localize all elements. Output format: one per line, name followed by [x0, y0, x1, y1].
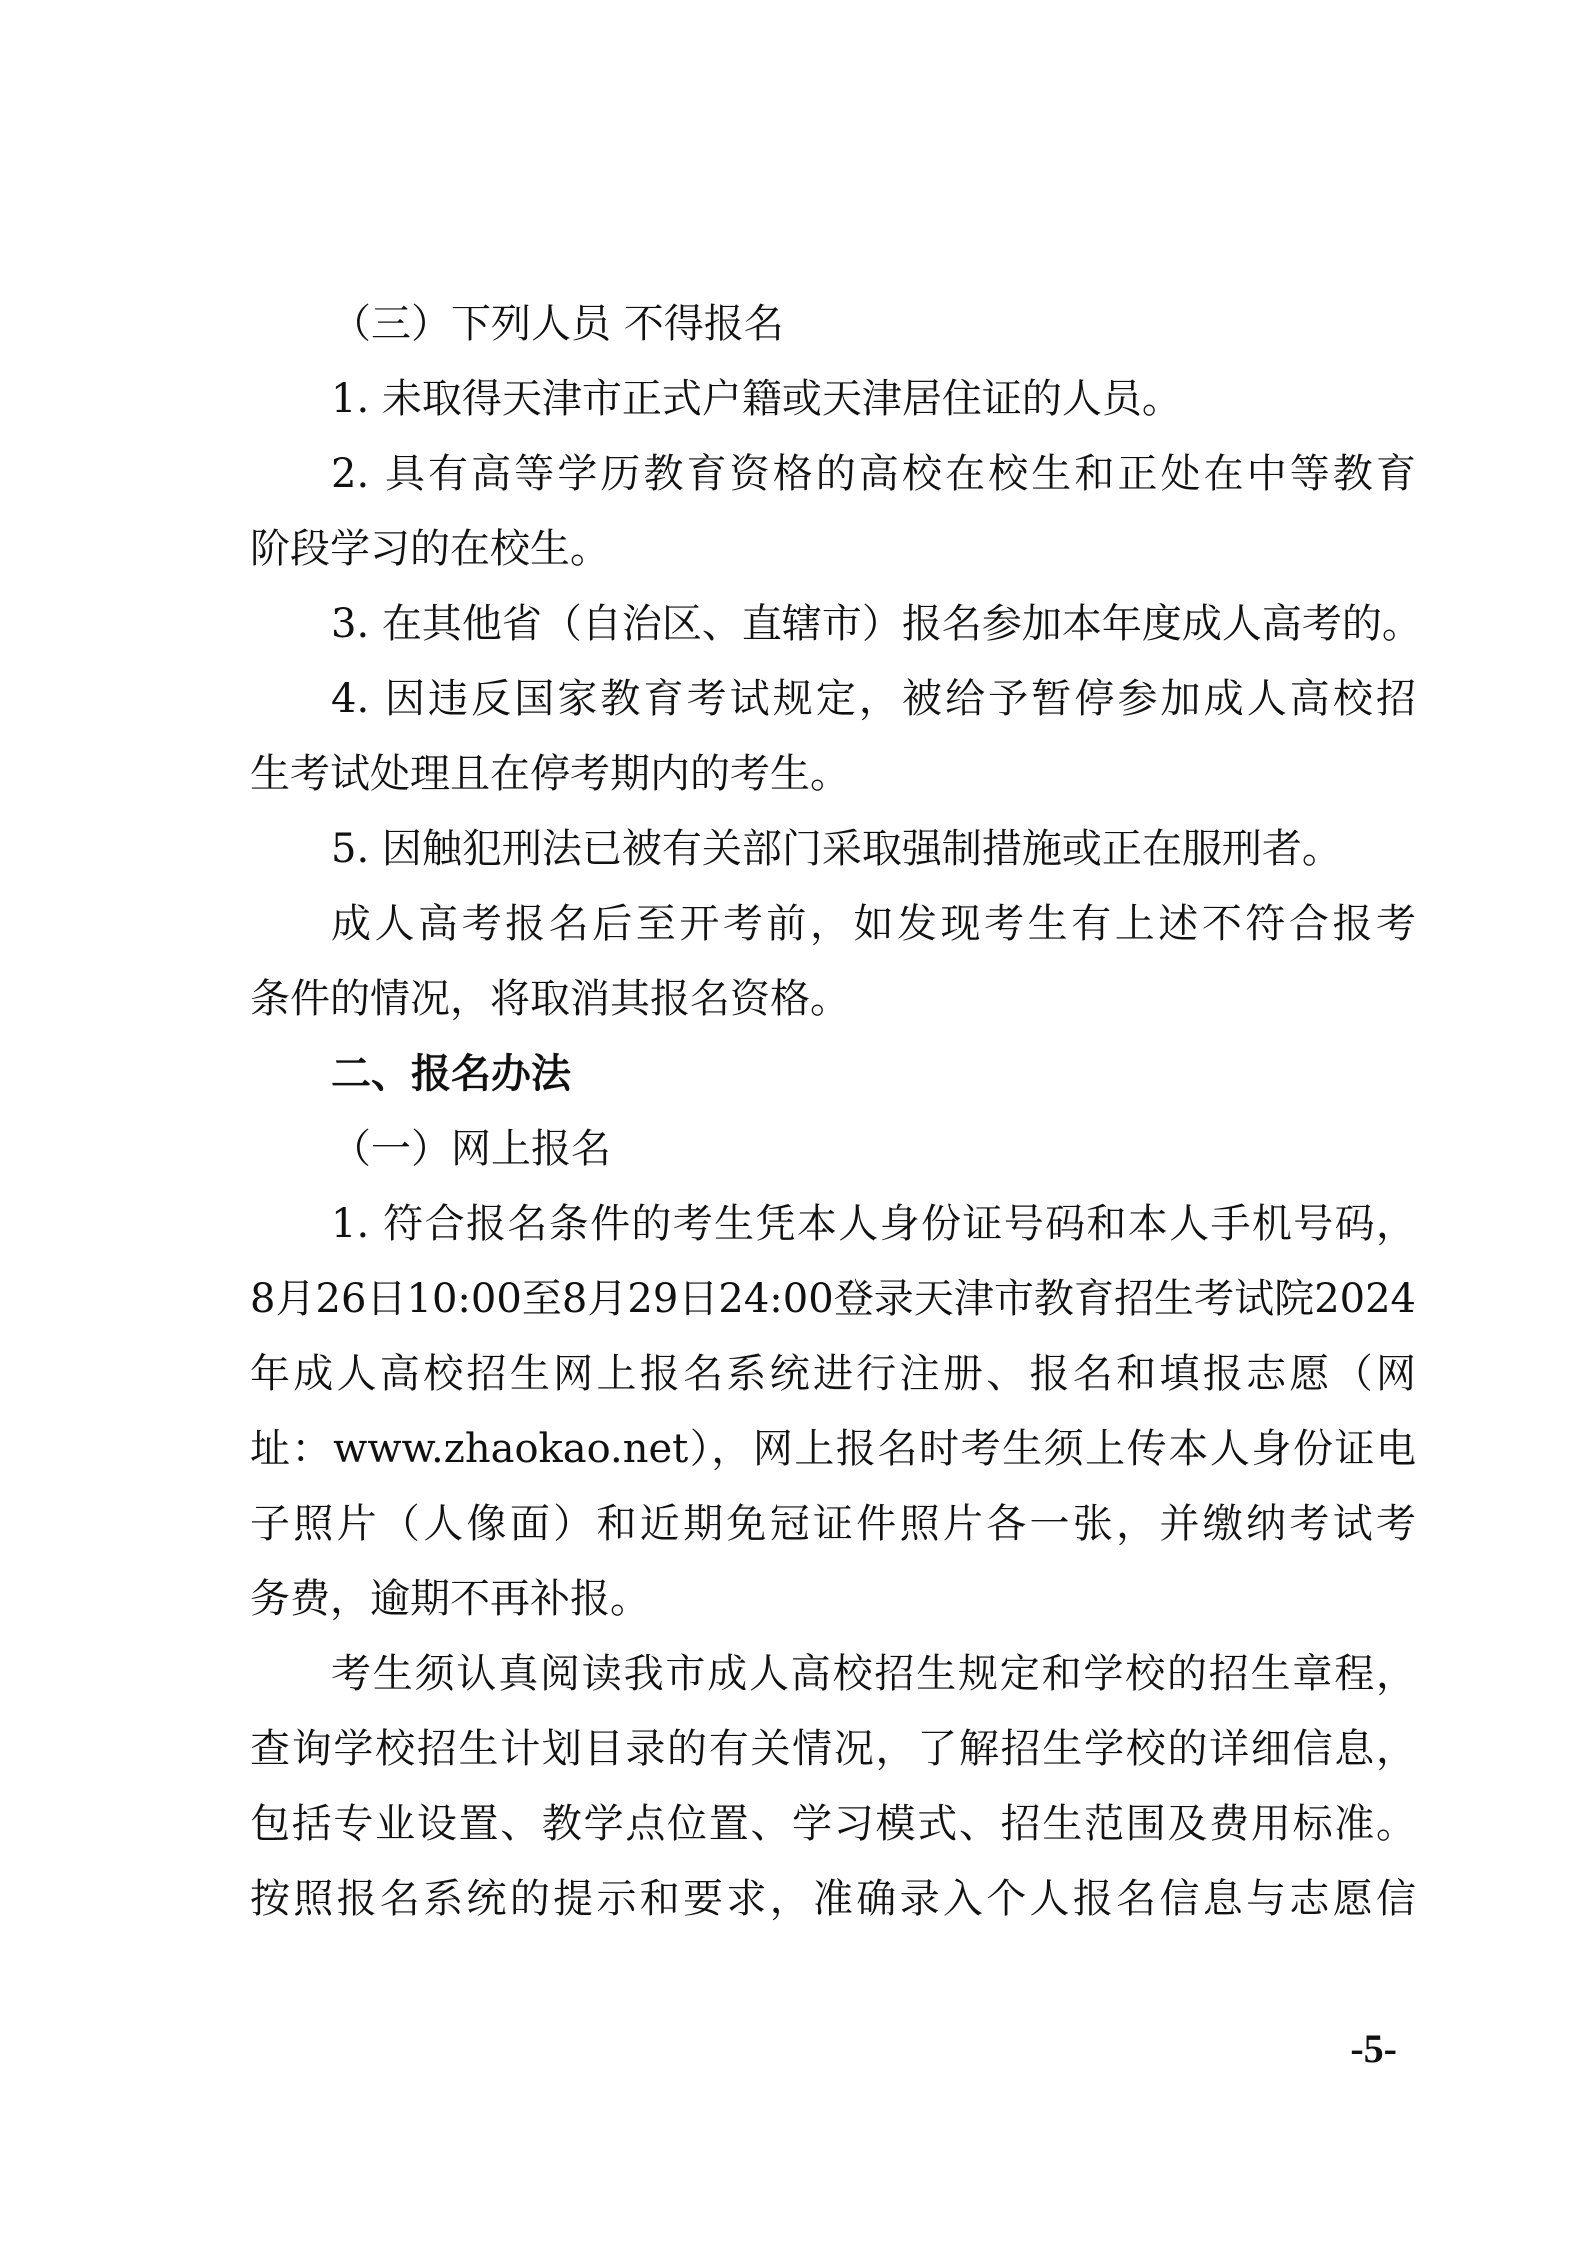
heading-2: 二、报名办法 [331, 1051, 571, 1097]
item-4-line-2: 生考试处理且在停考期内的考生。 [250, 751, 850, 797]
para1-line-2: 8月26日10:00至8月29日24:00登录天津市教育招生考试院2024 [250, 1276, 1416, 1322]
para1-line-3: 年成人高校招生网上报名系统进行注册、报名和填报志愿（网 [250, 1351, 1416, 1397]
item-5: 5. 因触犯刑法已被有关部门采取强制措施或正在服刑者。 [331, 826, 1342, 872]
para1-line-5: 子照片（人像面）和近期免冠证件照片各一张，并缴纳考试考 [250, 1501, 1416, 1547]
page-number: -5- [1350, 2026, 1397, 2071]
item-3: 3. 在其他省（自治区、直辖市）报名参加本年度成人高考的。 [331, 601, 1422, 647]
note-line-2: 条件的情况，将取消其报名资格。 [250, 976, 850, 1022]
item-2-line-2: 阶段学习的在校生。 [250, 526, 610, 572]
para1-line-4: 址：www.zhaokao.net），网上报名时考生须上传本人身份证电 [250, 1426, 1416, 1472]
para2-line-2: 查询学校招生计划目录的有关情况，了解招生学校的详细信息， [250, 1726, 1416, 1772]
note-line-1: 成人高考报名后至开考前，如发现考生有上述不符合报考 [331, 901, 1416, 947]
para2-line-1: 考生须认真阅读我市成人高校招生规定和学校的招生章程， [331, 1651, 1416, 1697]
item-1: 1. 未取得天津市正式户籍或天津居住证的人员。 [331, 376, 1182, 422]
item-2-line-1: 2. 具有高等学历教育资格的高校在校生和正处在中等教育 [331, 451, 1416, 497]
para1-line-6: 务费，逾期不再补报。 [250, 1576, 650, 1622]
para2-line-3: 包括专业设置、教学点位置、学习模式、招生范围及费用标准。 [250, 1801, 1416, 1847]
subheading-online: （一）网上报名 [331, 1126, 611, 1172]
section-3-title: （三）下列人员 不得报名 [331, 301, 784, 347]
item-4-line-1: 4. 因违反国家教育考试规定，被给予暂停参加成人高校招 [331, 676, 1416, 722]
para1-line-1: 1. 符合报名条件的考生凭本人身份证号码和本人手机号码， [331, 1201, 1416, 1247]
para2-line-4: 按照报名系统的提示和要求，准确录入个人报名信息与志愿信 [250, 1876, 1416, 1922]
